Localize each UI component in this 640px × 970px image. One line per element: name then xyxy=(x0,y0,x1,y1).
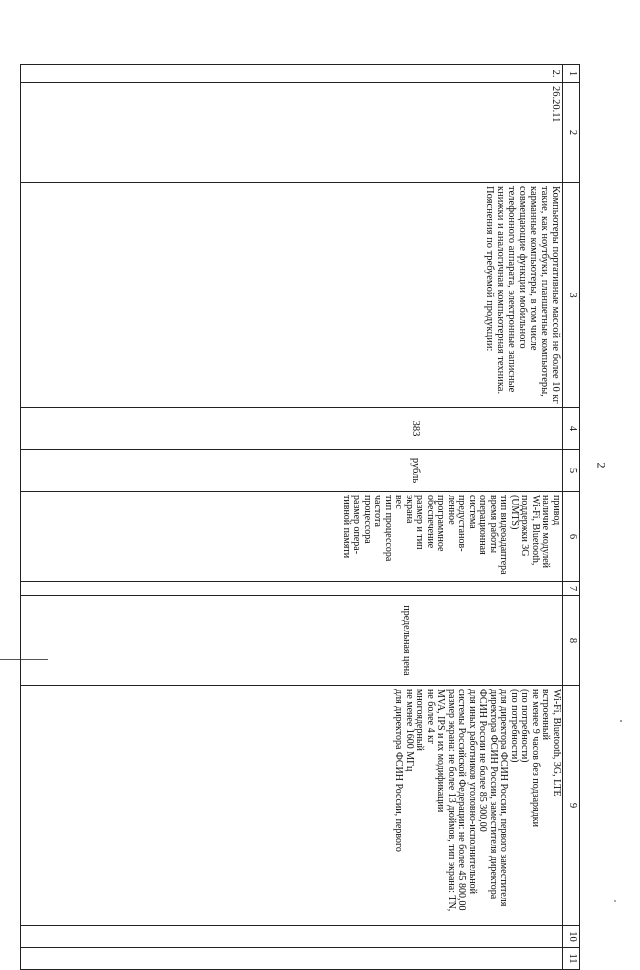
char-value: (по потребности) xyxy=(509,689,520,763)
page-number: 2 xyxy=(594,462,609,469)
scan-artifact-dot xyxy=(620,720,622,722)
okei-name xyxy=(21,450,563,492)
limit-price xyxy=(21,596,563,686)
char-name: размер и тип экрана xyxy=(404,495,426,550)
header-cell: 7 xyxy=(563,582,580,596)
characteristic-names xyxy=(21,492,563,582)
char-name: тип видеоадаптера xyxy=(498,495,510,575)
char-value: размер экрана: не более 13 дюймов, тип экрана: TN, MVA, IPS и их модификации xyxy=(435,689,457,912)
okei-name-value: рубль xyxy=(410,457,421,484)
char-name: время работы xyxy=(488,495,499,554)
char-value: Wi-Fi, Bluetooth, 3G, LTE xyxy=(551,689,562,797)
explanation-label: Пояснения по требуемой продукции: xyxy=(483,186,495,352)
empty-cell xyxy=(21,582,563,596)
header-cell: 4 xyxy=(563,408,580,450)
row-number: 2. xyxy=(21,65,563,83)
char-name: тип процессора xyxy=(383,495,394,562)
char-name: размер опера-тивной памяти xyxy=(341,495,363,559)
header-cell: 9 xyxy=(563,686,580,926)
char-name: привод xyxy=(551,495,562,526)
price-line: для директора ФСИН России, первого заместителя директора ФСИН России, заместителя директора ФСИН России не более 85 300,00 xyxy=(477,689,510,907)
header-cell: 8 xyxy=(563,596,580,686)
header-cell: 11 xyxy=(563,948,580,970)
rotated-table-frame xyxy=(20,64,580,969)
price-line: для иных работников уголовно-исполнительной системы Российской Федерации: не более 45 800,00 xyxy=(456,689,478,911)
char-name: операционная система xyxy=(467,495,489,555)
empty-cell xyxy=(21,948,563,970)
char-value: не менее 1600 МГц xyxy=(404,689,415,772)
header-cell: 5 xyxy=(563,450,580,492)
char-value: для директора ФСИН России, первого xyxy=(393,689,405,852)
char-value: встроенный xyxy=(540,689,552,740)
char-name: частота процессора xyxy=(362,495,384,544)
okei-code xyxy=(21,408,563,450)
okpd-code: 26.20.11 xyxy=(21,83,563,183)
char-value: не более 4 кг xyxy=(425,689,436,745)
scan-artifact-dot xyxy=(614,900,616,902)
char-name: предустанов-ленное программное обеспечение xyxy=(425,495,468,552)
characteristic-values xyxy=(21,686,563,926)
limit-price-label: предельная цена xyxy=(401,605,412,676)
product-name xyxy=(21,183,563,408)
header-cell: 2 xyxy=(563,83,580,183)
char-name: вес xyxy=(393,495,405,509)
char-value: многоядерный xyxy=(414,689,426,751)
char-value: не менее 9 часов без подзарядки xyxy=(530,689,541,827)
header-cell: 3 xyxy=(563,183,580,408)
okei-code-value: 383 xyxy=(410,420,421,437)
table-row xyxy=(21,65,563,970)
header-cell: 6 xyxy=(563,492,580,582)
empty-cell xyxy=(21,926,563,948)
header-cell: 10 xyxy=(563,926,580,948)
requirements-table xyxy=(20,64,580,970)
header-cell: 1 xyxy=(563,65,580,83)
header-row xyxy=(563,65,580,970)
char-name: наличие модулей Wi-Fi, Bluetooth, поддержки 3G (UMTS) xyxy=(509,495,552,569)
product-name-text: Компьютеры портативные массой не более 10 кг такие, как ноутбуки, планшетные компьютеры, карманные компьютеры, в том числе совмещающие функции мобильного телефонного аппарата, электронные записные книжки и аналогичная компьютерная техника. xyxy=(494,186,561,404)
char-value: (по потребности) xyxy=(519,689,531,763)
